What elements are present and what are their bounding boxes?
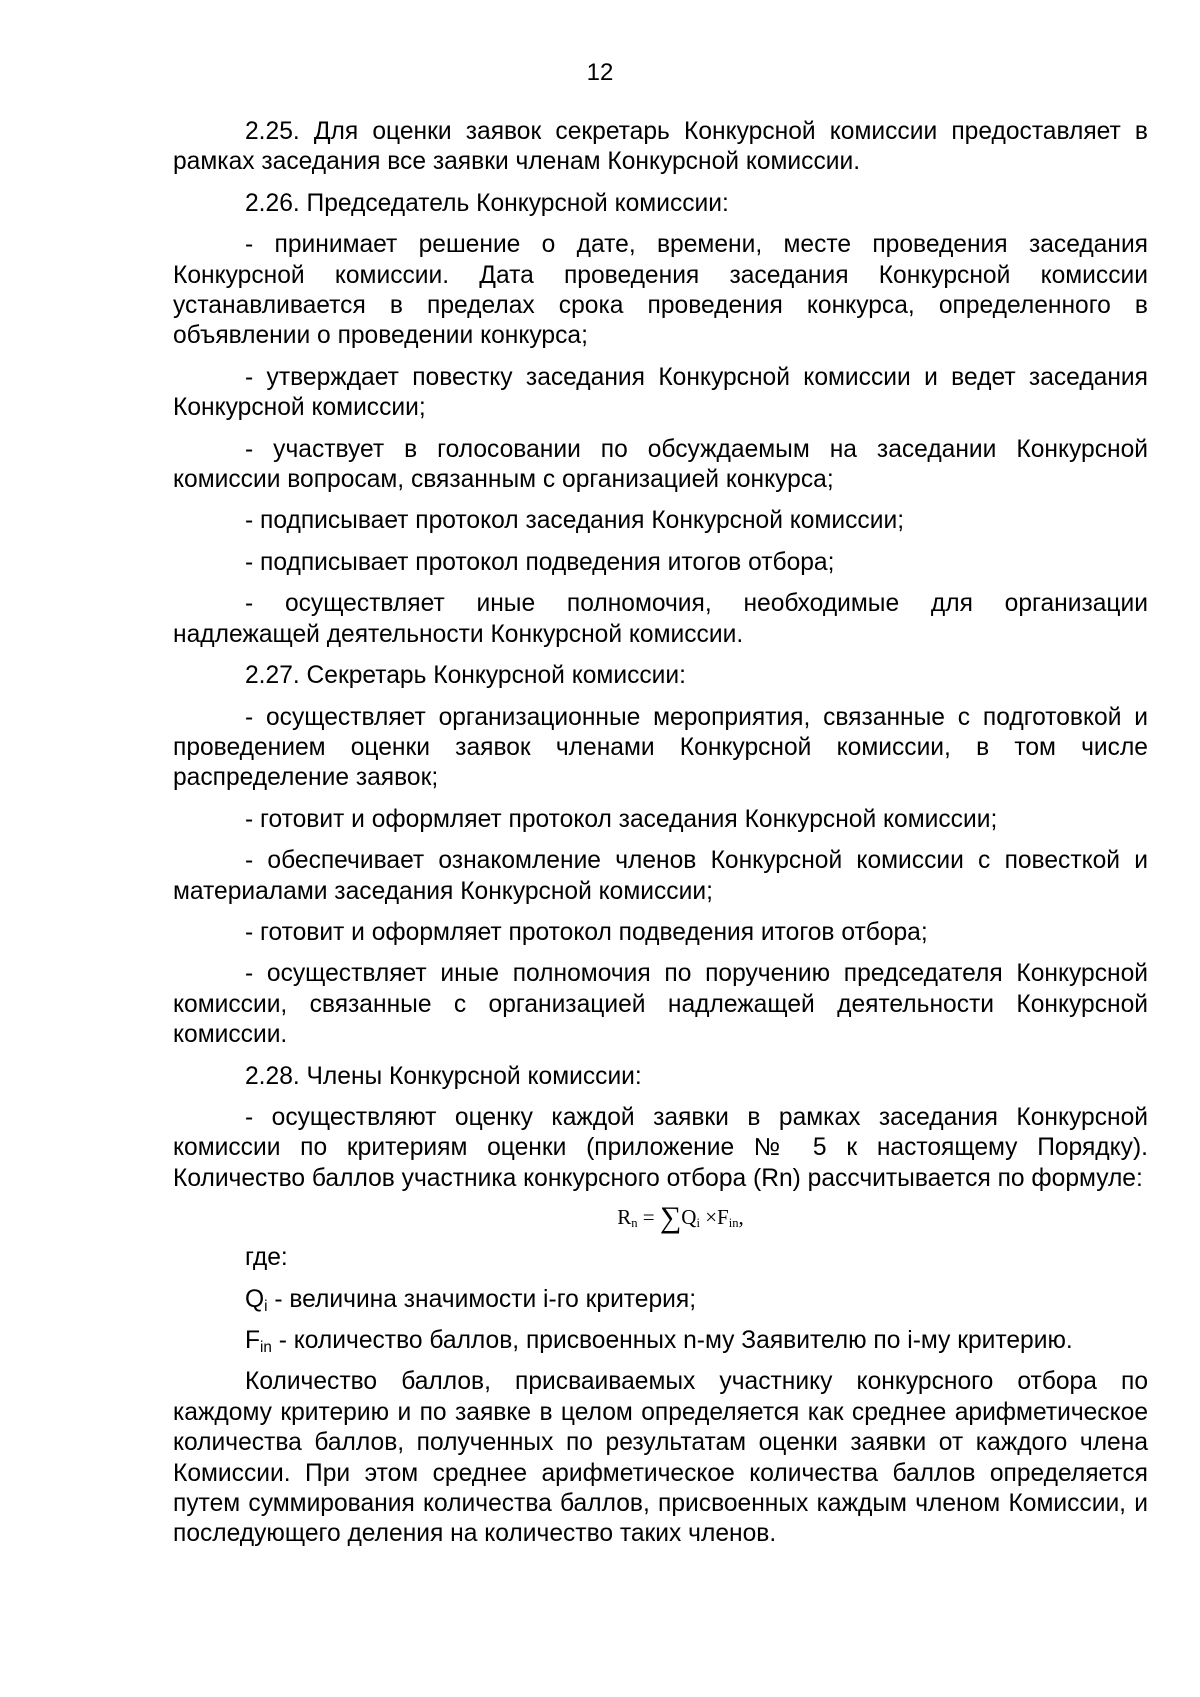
formula-q: Q: [681, 1205, 697, 1230]
definition-f-sub: in: [260, 1338, 272, 1356]
definition-q-text: - величина значимости i-го критерия;: [267, 1285, 697, 1313]
definition-f-symbol: F: [245, 1327, 261, 1354]
definition-q: [173, 1285, 1148, 1315]
document-body: [173, 117, 1148, 1561]
members-duty-1: - осуществляют оценку каждой заявки в рамках заседания Конкурсной комиссии по критериям оценки (приложение № 5 к настоящему Порядку). Количество баллов участника конкурсного отбора (Rn) рассчитывается по формуле:: [173, 1103, 1148, 1192]
paragraph-2-26-heading: 2.26. Председатель Конкурсной комиссии:: [245, 189, 729, 217]
secretary-duty-4: - готовит и оформляет протокол подведения итогов отбора;: [245, 918, 928, 946]
paragraph-2-28-heading: 2.28. Члены Конкурсной комиссии:: [245, 1062, 642, 1090]
formula-f: F: [717, 1205, 729, 1230]
paragraph-2-27-heading: 2.27. Секретарь Конкурсной комиссии:: [245, 662, 686, 690]
definition-q-symbol: Q: [245, 1285, 265, 1313]
chairman-duty-4: - подписывает протокол заседания Конкурсной комиссии;: [245, 507, 905, 535]
definition-q-sub: i: [264, 1297, 268, 1315]
chairman-duty-6: - осуществляет иные полномочия, необходимые для организации надлежащей деятельности Конкурсной комиссии.: [173, 590, 1148, 648]
formula-tail: ,: [738, 1205, 744, 1230]
formula-equals: =: [642, 1205, 655, 1230]
definition-f-text: - количество баллов, присвоенных n-му Заявителю по i-му критерию.: [271, 1327, 1073, 1354]
formula-lhs-sub: n: [631, 1216, 638, 1231]
average-score-paragraph: Количество баллов, присваиваемых участнику конкурсного отбора по каждому критерию и по заявке в целом определяется как среднее арифметическое количества баллов, полученных по результатам оценки заявки от каждого члена Комиссии. При этом среднее арифметическое количества баллов определяется путем суммирования количества баллов, присвоенных каждым членом Комиссии, и последующего деления на количество таких членов.: [173, 1368, 1148, 1548]
secretary-duty-3: - обеспечивает ознакомление членов Конкурсной комиссии с повесткой и материалами заседания Конкурсной комиссии;: [173, 847, 1148, 905]
formula-f-sub: in: [728, 1216, 739, 1231]
chairman-duty-2: - утверждает повестку заседания Конкурсной комиссии и ведет заседания Конкурсной комиссии;: [173, 363, 1148, 422]
secretary-duty-1: - осуществляет организационные мероприятия, связанные с подготовкой и проведением оценки заявок членами Конкурсной комиссии, в том числе распределение заявок;: [173, 703, 1148, 792]
formula-q-sub: i: [696, 1216, 700, 1231]
chairman-duty-3: - участвует в голосовании по обсуждаемым на заседании Конкурсной комиссии вопросам, связанным с организацией конкурса;: [173, 435, 1148, 494]
page-number: 12: [586, 59, 614, 86]
secretary-duty-2: - готовит и оформляет протокол заседания Конкурсной комиссии;: [245, 805, 998, 833]
where-label: где:: [245, 1244, 288, 1272]
chairman-duty-5: - подписывает протокол подведения итогов отбора;: [245, 548, 835, 576]
definition-f: [173, 1326, 1148, 1356]
sum-symbol: ∑: [659, 1201, 682, 1235]
score-formula: [173, 1202, 1148, 1233]
secretary-duty-5: - осуществляет иные полномочия по поручению председателя Конкурсной комиссии, связанные с организацией надлежащей деятельности Конкурсной комиссии.: [173, 960, 1148, 1049]
paragraph-2-25: 2.25. Для оценки заявок секретарь Конкурсной комиссии предоставляет в рамках заседания все заявки членам Конкурсной комиссии.: [173, 118, 1148, 176]
formula-lhs: R: [617, 1205, 632, 1230]
chairman-duty-1: - принимает решение о дате, времени, месте проведения заседания Конкурсной комиссии. Дата проведения заседания Конкурсной комиссии устанавливается в пределах срока проведения конкурса, определенного в объявлении о проведении конкурса;: [173, 231, 1148, 350]
formula-times: ×: [705, 1205, 718, 1230]
